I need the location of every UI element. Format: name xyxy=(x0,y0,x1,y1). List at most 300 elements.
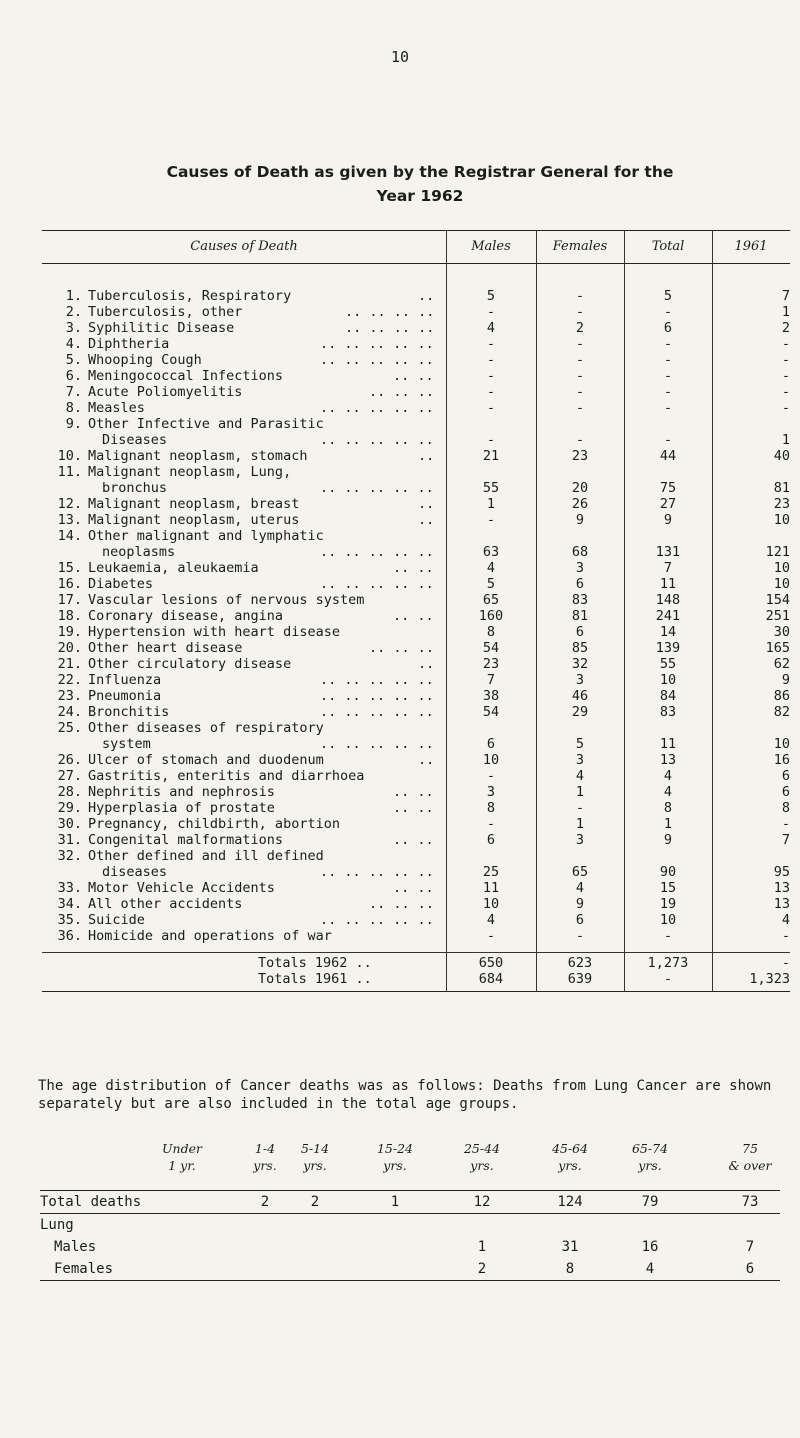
cell-1961: 86 xyxy=(773,688,790,704)
cell-females: 32 xyxy=(571,656,589,672)
cell-males: 54 xyxy=(482,640,500,656)
cell-1961: 1 xyxy=(781,304,790,320)
cell-females: - xyxy=(575,400,585,416)
totals-label: Totals 1962 .. xyxy=(258,955,372,971)
cell-1961: 13 xyxy=(773,880,790,896)
age-cell: 1 xyxy=(390,1194,400,1210)
cell-males: - xyxy=(486,432,496,448)
leader-dots: .. .. .. .. .. xyxy=(320,480,434,496)
leader-dots: .. .. .. .. .. xyxy=(320,576,434,592)
row-number: 1. xyxy=(65,288,82,304)
cell-females: 6 xyxy=(575,624,585,640)
age-row-females xyxy=(40,1258,780,1281)
table-row xyxy=(42,816,790,832)
age-cell: 6 xyxy=(745,1261,755,1277)
column-divider xyxy=(624,230,625,992)
row-cause: Whooping Cough xyxy=(88,352,202,368)
cell-females: - xyxy=(575,368,585,384)
row-cause: Congenital malformations xyxy=(88,832,284,848)
cell-total: 1 xyxy=(663,816,673,832)
row-number: 9. xyxy=(65,416,82,432)
cell-females: 1 xyxy=(575,816,585,832)
row-number: 16. xyxy=(57,576,82,592)
cell-females: 26 xyxy=(571,496,589,512)
row-cause: Other malignant and lymphatic xyxy=(88,528,324,544)
cell-total: - xyxy=(663,432,673,448)
table-row xyxy=(42,832,790,848)
title-line-2: Year 1962 xyxy=(376,187,464,205)
row-cause: neoplasms xyxy=(102,544,176,560)
row-cause: Other circulatory disease xyxy=(88,656,292,672)
cancer-age-note: The age distribution of Cancer deaths was as follows: Deaths from Lung Cancer are shown separately but are also included in the total age groups. xyxy=(38,1078,772,1112)
row-cause: Other Infective and Parasitic xyxy=(88,416,324,432)
cell-females: 4 xyxy=(575,768,585,784)
cell-total: 4 xyxy=(663,768,673,784)
table-totals xyxy=(42,952,790,992)
cell-females: 3 xyxy=(575,832,585,848)
page-title xyxy=(80,160,760,208)
row-cause: Tuberculosis, Respiratory xyxy=(88,288,292,304)
cell-males: - xyxy=(486,368,496,384)
cell-males: 1 xyxy=(486,496,496,512)
table-row xyxy=(42,352,790,368)
cell-total: 83 xyxy=(659,704,677,720)
row-number: 32. xyxy=(57,848,82,864)
leader-dots: .. .. .. .. .. xyxy=(320,688,434,704)
table-row xyxy=(42,464,790,480)
row-cause: system xyxy=(102,736,151,752)
table-row xyxy=(42,688,790,704)
cell-males: 8 xyxy=(486,800,496,816)
leader-dots: .. .. xyxy=(393,560,434,576)
age-column-header: 65-74 yrs. xyxy=(631,1141,669,1173)
leader-dots: .. .. .. .. .. xyxy=(320,400,434,416)
age-cell: 2 xyxy=(260,1194,270,1210)
row-number: 36. xyxy=(57,928,82,944)
cell-total: - xyxy=(663,400,673,416)
leader-dots: .. .. xyxy=(393,800,434,816)
cell-males: - xyxy=(486,336,496,352)
cell-females: - xyxy=(575,432,585,448)
row-number: 33. xyxy=(57,880,82,896)
cell-1961: 81 xyxy=(773,480,790,496)
row-cause: Other heart disease xyxy=(88,640,243,656)
cell-total: - xyxy=(663,368,673,384)
leader-dots: .. .. .. .. .. xyxy=(320,352,434,368)
cell-females: - xyxy=(575,384,585,400)
leader-dots: .. .. .. .. xyxy=(345,304,435,320)
row-cause: diseases xyxy=(102,864,168,880)
cell-females: 1 xyxy=(575,784,585,800)
leader-dots: .. .. .. xyxy=(369,640,435,656)
cell-1961: 1 xyxy=(781,432,790,448)
row-cause: Influenza xyxy=(88,672,162,688)
cell-males: 4 xyxy=(486,560,496,576)
row-cause: Leukaemia, aleukaemia xyxy=(88,560,259,576)
row-cause: Coronary disease, angina xyxy=(88,608,284,624)
leader-dots: .. .. .. .. .. xyxy=(320,544,434,560)
cell-total: 11 xyxy=(659,736,677,752)
cell-total: - xyxy=(663,384,673,400)
cell-total: 55 xyxy=(659,656,677,672)
cell-males: 8 xyxy=(486,624,496,640)
row-cause: Tuberculosis, other xyxy=(88,304,243,320)
cell-females: 83 xyxy=(571,592,589,608)
leader-dots: .. .. .. .. .. xyxy=(320,432,434,448)
header-males: Males xyxy=(471,239,511,254)
cell-females: 65 xyxy=(571,864,589,880)
row-cause: All other accidents xyxy=(88,896,243,912)
cell-females: - xyxy=(575,928,585,944)
leader-dots: .. .. .. .. .. xyxy=(320,672,434,688)
row-cause: Homicide and operations of war xyxy=(88,928,332,944)
cell-males: 10 xyxy=(482,752,500,768)
cell-females: 639 xyxy=(567,971,593,987)
cell-total: - xyxy=(663,352,673,368)
age-cell: 124 xyxy=(557,1194,583,1210)
row-number: 11. xyxy=(57,464,82,480)
cell-1961: 82 xyxy=(773,704,790,720)
table-row xyxy=(42,480,790,496)
row-cause: Pneumonia xyxy=(88,688,162,704)
cell-females: 9 xyxy=(575,512,585,528)
table-row xyxy=(42,416,790,432)
row-number: 4. xyxy=(65,336,82,352)
cell-males: - xyxy=(486,816,496,832)
cell-1961: 62 xyxy=(773,656,790,672)
cell-1961: - xyxy=(781,955,790,971)
table-row xyxy=(42,624,790,640)
cell-1961: 10 xyxy=(773,736,790,752)
cell-1961: - xyxy=(781,352,790,368)
cell-total: 8 xyxy=(663,800,673,816)
cell-1961: 6 xyxy=(781,768,790,784)
cell-1961: 7 xyxy=(781,288,790,304)
cell-males: 650 xyxy=(478,955,504,971)
row-number: 29. xyxy=(57,800,82,816)
leader-dots: .. .. .. .. .. xyxy=(320,912,434,928)
table-row xyxy=(42,384,790,400)
table-body xyxy=(42,264,790,944)
cell-total: 90 xyxy=(659,864,677,880)
cell-females: - xyxy=(575,288,585,304)
cell-1961: 10 xyxy=(773,560,790,576)
cell-males: 65 xyxy=(482,592,500,608)
cell-males: 160 xyxy=(478,608,504,624)
row-cause: Hyperplasia of prostate xyxy=(88,800,275,816)
cell-females: - xyxy=(575,800,585,816)
row-cause: Meningococcal Infections xyxy=(88,368,284,384)
cell-total: 6 xyxy=(663,320,673,336)
row-number: 18. xyxy=(57,608,82,624)
row-number: 30. xyxy=(57,816,82,832)
cell-total: 14 xyxy=(659,624,677,640)
age-cell: 12 xyxy=(473,1194,491,1210)
cell-males: 5 xyxy=(486,576,496,592)
row-cause: bronchus xyxy=(102,480,168,496)
table-row xyxy=(42,336,790,352)
cell-1961: - xyxy=(781,336,790,352)
cell-males: 684 xyxy=(478,971,504,987)
cell-males: 5 xyxy=(486,288,496,304)
cell-females: 6 xyxy=(575,912,585,928)
cell-males: - xyxy=(486,928,496,944)
row-number: 6. xyxy=(65,368,82,384)
header-1961: 1961 xyxy=(734,239,768,254)
table-row xyxy=(42,368,790,384)
cell-females: 29 xyxy=(571,704,589,720)
cell-males: 6 xyxy=(486,736,496,752)
leader-dots: .. .. .. .. xyxy=(345,320,435,336)
leader-dots: .. .. .. xyxy=(369,384,435,400)
cell-1961: 4 xyxy=(781,912,790,928)
row-number: 24. xyxy=(57,704,82,720)
row-cause: Measles xyxy=(88,400,145,416)
table-row xyxy=(42,848,790,864)
age-row-label: Males xyxy=(54,1239,97,1255)
age-row-label: Total deaths xyxy=(40,1194,142,1210)
table-row xyxy=(42,512,790,528)
leader-dots: .. .. .. .. .. xyxy=(320,336,434,352)
cell-males: 63 xyxy=(482,544,500,560)
row-cause: Vascular lesions of nervous system xyxy=(88,592,365,608)
cell-total: 7 xyxy=(663,560,673,576)
cell-total: 139 xyxy=(655,640,681,656)
cell-males: 4 xyxy=(486,912,496,928)
cell-males: - xyxy=(486,400,496,416)
row-number: 17. xyxy=(57,592,82,608)
table-header xyxy=(42,230,790,264)
cell-1961: 10 xyxy=(773,512,790,528)
cell-total: - xyxy=(663,336,673,352)
row-number: 22. xyxy=(57,672,82,688)
cell-females: 6 xyxy=(575,576,585,592)
row-cause: Nephritis and nephrosis xyxy=(88,784,275,800)
cell-females: 68 xyxy=(571,544,589,560)
age-table-header xyxy=(40,1140,780,1191)
cell-females: 3 xyxy=(575,752,585,768)
age-column-header: 25-44 yrs. xyxy=(463,1141,501,1173)
row-cause: Diabetes xyxy=(88,576,154,592)
column-divider xyxy=(446,230,447,992)
table-row xyxy=(42,784,790,800)
cell-1961: 7 xyxy=(781,832,790,848)
cell-males: 3 xyxy=(486,784,496,800)
cell-total: 75 xyxy=(659,480,677,496)
row-number: 20. xyxy=(57,640,82,656)
table-row xyxy=(42,672,790,688)
row-number: 8. xyxy=(65,400,82,416)
cell-total: - xyxy=(663,304,673,320)
table-row xyxy=(42,288,790,304)
causes-of-death-table xyxy=(42,230,790,992)
age-column-header: 15-24 yrs. xyxy=(376,1141,414,1173)
cell-total: 27 xyxy=(659,496,677,512)
cell-total: 44 xyxy=(659,448,677,464)
cell-males: - xyxy=(486,512,496,528)
row-number: 5. xyxy=(65,352,82,368)
row-number: 31. xyxy=(57,832,82,848)
cell-females: 81 xyxy=(571,608,589,624)
leader-dots: .. .. xyxy=(393,608,434,624)
table-row xyxy=(42,928,790,944)
cell-females: 623 xyxy=(567,955,593,971)
cell-males: - xyxy=(486,352,496,368)
cell-1961: 6 xyxy=(781,784,790,800)
table-row xyxy=(42,608,790,624)
table-row xyxy=(42,768,790,784)
table-row xyxy=(42,864,790,880)
table-row xyxy=(42,528,790,544)
table-row xyxy=(42,576,790,592)
row-cause: Other defined and ill defined xyxy=(88,848,324,864)
table-row xyxy=(42,432,790,448)
cell-males: - xyxy=(486,768,496,784)
cell-1961: - xyxy=(781,400,790,416)
cell-1961: 10 xyxy=(773,576,790,592)
row-cause: Syphilitic Disease xyxy=(88,320,235,336)
cell-total: - xyxy=(663,971,673,987)
age-cell: 2 xyxy=(310,1194,320,1210)
cell-total: 9 xyxy=(663,512,673,528)
cell-females: 20 xyxy=(571,480,589,496)
leader-dots: .. xyxy=(418,288,435,304)
cell-1961: 16 xyxy=(773,752,790,768)
header-causes: Causes of Death xyxy=(190,239,298,254)
lung-label: Lung xyxy=(40,1217,74,1233)
cell-1961: 40 xyxy=(773,448,790,464)
age-cell: 1 xyxy=(477,1239,487,1255)
leader-dots: .. xyxy=(418,496,435,512)
row-cause: Motor Vehicle Accidents xyxy=(88,880,275,896)
leader-dots: .. .. xyxy=(393,832,434,848)
table-row xyxy=(42,496,790,512)
cell-total: 5 xyxy=(663,288,673,304)
cell-total: 241 xyxy=(655,608,681,624)
row-number: 2. xyxy=(65,304,82,320)
table-row xyxy=(42,704,790,720)
row-cause: Malignant neoplasm, breast xyxy=(88,496,300,512)
cell-males: 6 xyxy=(486,832,496,848)
cell-females: 9 xyxy=(575,896,585,912)
table-row xyxy=(42,800,790,816)
cell-males: 4 xyxy=(486,320,496,336)
row-number: 14. xyxy=(57,528,82,544)
row-cause: Other diseases of respiratory xyxy=(88,720,324,736)
header-total: Total xyxy=(651,239,685,254)
leader-dots: .. .. .. xyxy=(369,896,435,912)
row-cause: Pregnancy, childbirth, abortion xyxy=(88,816,340,832)
cell-total: 84 xyxy=(659,688,677,704)
table-row xyxy=(42,544,790,560)
header-females: Females xyxy=(552,239,608,254)
cell-1961: 95 xyxy=(773,864,790,880)
totals-row xyxy=(42,955,790,971)
row-number: 19. xyxy=(57,624,82,640)
cell-males: 11 xyxy=(482,880,500,896)
cell-males: 7 xyxy=(486,672,496,688)
table-row xyxy=(42,752,790,768)
cell-1961: - xyxy=(781,384,790,400)
table-row xyxy=(42,736,790,752)
leader-dots: .. xyxy=(418,656,435,672)
cell-total: 9 xyxy=(663,832,673,848)
cell-1961: 8 xyxy=(781,800,790,816)
row-number: 21. xyxy=(57,656,82,672)
table-row xyxy=(42,912,790,928)
table-row xyxy=(42,896,790,912)
row-number: 27. xyxy=(57,768,82,784)
age-row-total xyxy=(40,1191,780,1214)
title-line-1: Causes of Death as given by the Registrar General for the xyxy=(166,163,674,181)
cell-females: 5 xyxy=(575,736,585,752)
table-row xyxy=(42,400,790,416)
cell-males: 23 xyxy=(482,656,500,672)
cell-1961: 13 xyxy=(773,896,790,912)
cell-females: - xyxy=(575,304,585,320)
age-cell: 31 xyxy=(561,1239,579,1255)
row-cause: Malignant neoplasm, uterus xyxy=(88,512,300,528)
totals-row xyxy=(42,971,790,987)
leader-dots: .. xyxy=(418,752,435,768)
row-cause: Ulcer of stomach and duodenum xyxy=(88,752,324,768)
row-cause: Malignant neoplasm, Lung, xyxy=(88,464,292,480)
table-row xyxy=(42,448,790,464)
cell-males: - xyxy=(486,304,496,320)
cell-total: 10 xyxy=(659,672,677,688)
row-number: 12. xyxy=(57,496,82,512)
cell-1961: 165 xyxy=(765,640,790,656)
cell-females: 3 xyxy=(575,560,585,576)
age-cell: 73 xyxy=(741,1194,759,1210)
cell-total: 131 xyxy=(655,544,681,560)
table-row xyxy=(42,640,790,656)
cell-1961: 1,323 xyxy=(749,971,790,987)
cell-females: - xyxy=(575,352,585,368)
cell-males: - xyxy=(486,384,496,400)
column-divider xyxy=(536,230,537,992)
row-number: 34. xyxy=(57,896,82,912)
cell-total: 15 xyxy=(659,880,677,896)
leader-dots: .. .. .. .. .. xyxy=(320,864,434,880)
cell-1961: - xyxy=(781,816,790,832)
cell-total: 10 xyxy=(659,912,677,928)
cell-total: 4 xyxy=(663,784,673,800)
row-number: 10. xyxy=(57,448,82,464)
age-column-header: 5-14 yrs. xyxy=(300,1141,330,1173)
row-cause: Bronchitis xyxy=(88,704,170,720)
age-row-label: Females xyxy=(54,1261,114,1277)
cancer-age-table xyxy=(40,1140,780,1281)
row-number: 35. xyxy=(57,912,82,928)
age-cell: 8 xyxy=(565,1261,575,1277)
cell-1961: 9 xyxy=(781,672,790,688)
cell-males: 55 xyxy=(482,480,500,496)
age-cell: 16 xyxy=(641,1239,659,1255)
row-number: 7. xyxy=(65,384,82,400)
cell-males: 21 xyxy=(482,448,500,464)
row-cause: Diphtheria xyxy=(88,336,170,352)
row-cause: Suicide xyxy=(88,912,145,928)
leader-dots: .. .. xyxy=(393,784,434,800)
row-number: 3. xyxy=(65,320,82,336)
age-cell: 7 xyxy=(745,1239,755,1255)
cell-males: 10 xyxy=(482,896,500,912)
page-number: 10 xyxy=(390,48,410,66)
row-number: 28. xyxy=(57,784,82,800)
row-cause: Gastritis, enteritis and diarrhoea xyxy=(88,768,365,784)
age-column-header: Under 1 yr. xyxy=(162,1141,202,1173)
